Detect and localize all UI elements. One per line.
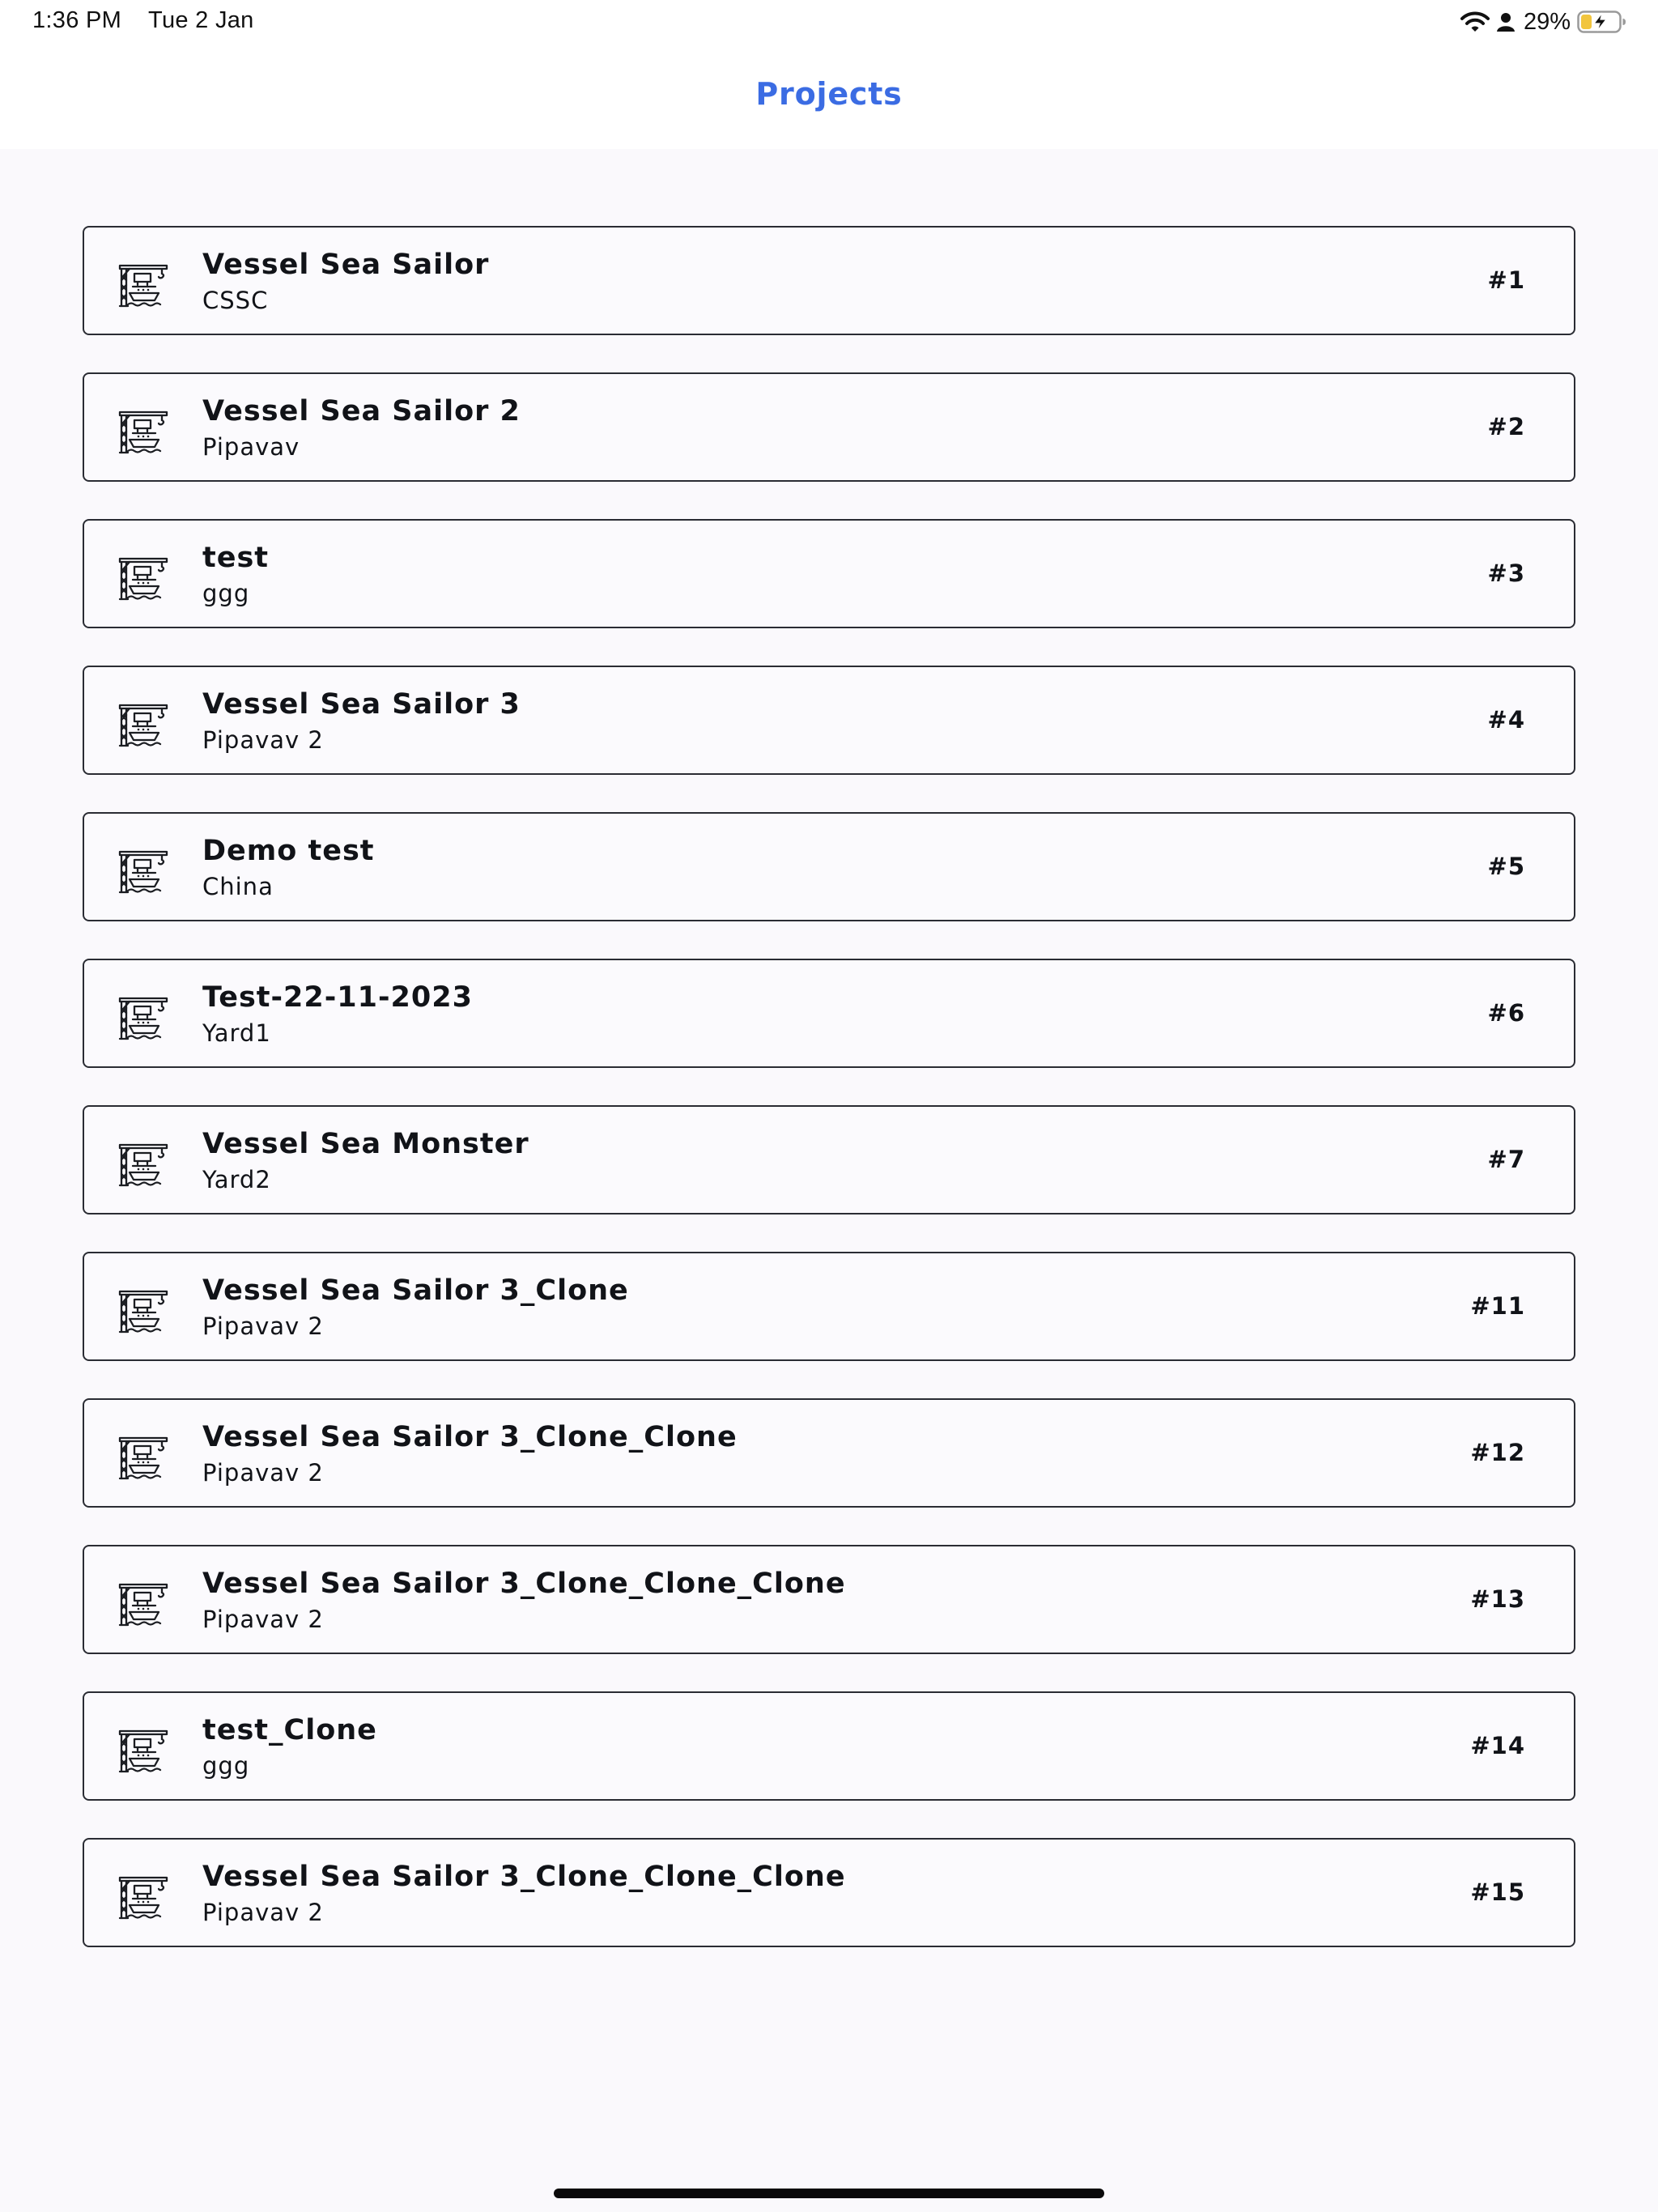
project-name: Vessel Sea Monster bbox=[202, 1128, 529, 1160]
navigation-bar bbox=[0, 42, 1658, 149]
ship-crane-icon bbox=[118, 845, 168, 895]
project-number: #13 bbox=[1470, 1585, 1525, 1613]
project-name: Vessel Sea Sailor 3_Clone_Clone bbox=[202, 1421, 738, 1453]
project-yard: Pipavav bbox=[202, 433, 300, 461]
project-yard: ggg bbox=[202, 580, 250, 607]
project-name: Test-22-11-2023 bbox=[202, 981, 473, 1014]
project-yard: Yard1 bbox=[202, 1019, 271, 1047]
ship-crane-icon bbox=[118, 699, 168, 749]
project-name: Vessel Sea Sailor 2 bbox=[202, 395, 521, 428]
home-indicator[interactable] bbox=[554, 2189, 1104, 2198]
project-number: #4 bbox=[1487, 706, 1525, 734]
project-card[interactable] bbox=[83, 812, 1575, 921]
project-yard: Pipavav 2 bbox=[202, 1312, 324, 1340]
ship-crane-icon bbox=[118, 1285, 168, 1335]
project-number: #12 bbox=[1470, 1439, 1525, 1466]
ship-crane-icon bbox=[118, 1138, 168, 1189]
project-number: #3 bbox=[1487, 559, 1525, 587]
project-card[interactable] bbox=[83, 226, 1575, 335]
project-number: #2 bbox=[1487, 413, 1525, 440]
project-name: test bbox=[202, 542, 270, 574]
project-card[interactable] bbox=[83, 519, 1575, 628]
project-number: #14 bbox=[1470, 1732, 1525, 1759]
battery-percentage: 29% bbox=[1523, 8, 1571, 35]
project-yard: Pipavav 2 bbox=[202, 1899, 324, 1926]
project-yard: Yard2 bbox=[202, 1166, 271, 1193]
project-yard: ggg bbox=[202, 1752, 250, 1780]
ship-crane-icon bbox=[118, 552, 168, 602]
project-name: Vessel Sea Sailor bbox=[202, 249, 490, 281]
project-yard: Pipavav 2 bbox=[202, 1459, 324, 1487]
project-yard: CSSC bbox=[202, 287, 269, 314]
ship-crane-icon bbox=[118, 1578, 168, 1628]
ship-crane-icon bbox=[118, 1431, 168, 1482]
project-number: #5 bbox=[1487, 853, 1525, 880]
project-number: #6 bbox=[1487, 999, 1525, 1027]
project-name: Vessel Sea Sailor 3_Clone_Clone_Clone bbox=[202, 1861, 846, 1893]
project-card[interactable] bbox=[83, 1838, 1575, 1947]
project-name: Vessel Sea Sailor 3_Clone_Clone_Clone bbox=[202, 1568, 846, 1600]
status-date: Tue 2 Jan bbox=[148, 7, 254, 33]
project-card[interactable] bbox=[83, 372, 1575, 482]
project-name: test_Clone bbox=[202, 1714, 377, 1746]
project-name: Vessel Sea Sailor 3 bbox=[202, 688, 521, 721]
status-time: 1:36 PM bbox=[32, 7, 122, 33]
project-number: #15 bbox=[1470, 1878, 1525, 1906]
wifi-icon bbox=[1460, 11, 1490, 33]
project-card[interactable] bbox=[83, 666, 1575, 775]
ship-crane-icon bbox=[118, 1871, 168, 1921]
project-name: Demo test bbox=[202, 835, 375, 867]
project-yard: China bbox=[202, 873, 274, 900]
project-yard: Pipavav 2 bbox=[202, 1606, 324, 1633]
project-number: #11 bbox=[1470, 1292, 1525, 1320]
person-icon bbox=[1496, 11, 1516, 32]
project-name: Vessel Sea Sailor 3_Clone bbox=[202, 1274, 629, 1307]
project-number: #7 bbox=[1487, 1146, 1525, 1173]
ship-crane-icon bbox=[118, 259, 168, 309]
ship-crane-icon bbox=[118, 406, 168, 456]
project-yard: Pipavav 2 bbox=[202, 726, 324, 754]
ship-crane-icon bbox=[118, 1725, 168, 1775]
project-card[interactable] bbox=[83, 1252, 1575, 1361]
status-bar bbox=[0, 0, 1658, 42]
battery-charging-icon bbox=[1577, 10, 1627, 34]
project-card[interactable] bbox=[83, 1691, 1575, 1801]
project-card[interactable] bbox=[83, 959, 1575, 1068]
project-card[interactable] bbox=[83, 1105, 1575, 1214]
project-number: #1 bbox=[1487, 266, 1525, 294]
project-list bbox=[83, 226, 1575, 1984]
ship-crane-icon bbox=[118, 992, 168, 1042]
project-card[interactable] bbox=[83, 1545, 1575, 1654]
page-title: Projects bbox=[755, 76, 903, 112]
project-card[interactable] bbox=[83, 1398, 1575, 1508]
status-indicators bbox=[1460, 8, 1627, 36]
